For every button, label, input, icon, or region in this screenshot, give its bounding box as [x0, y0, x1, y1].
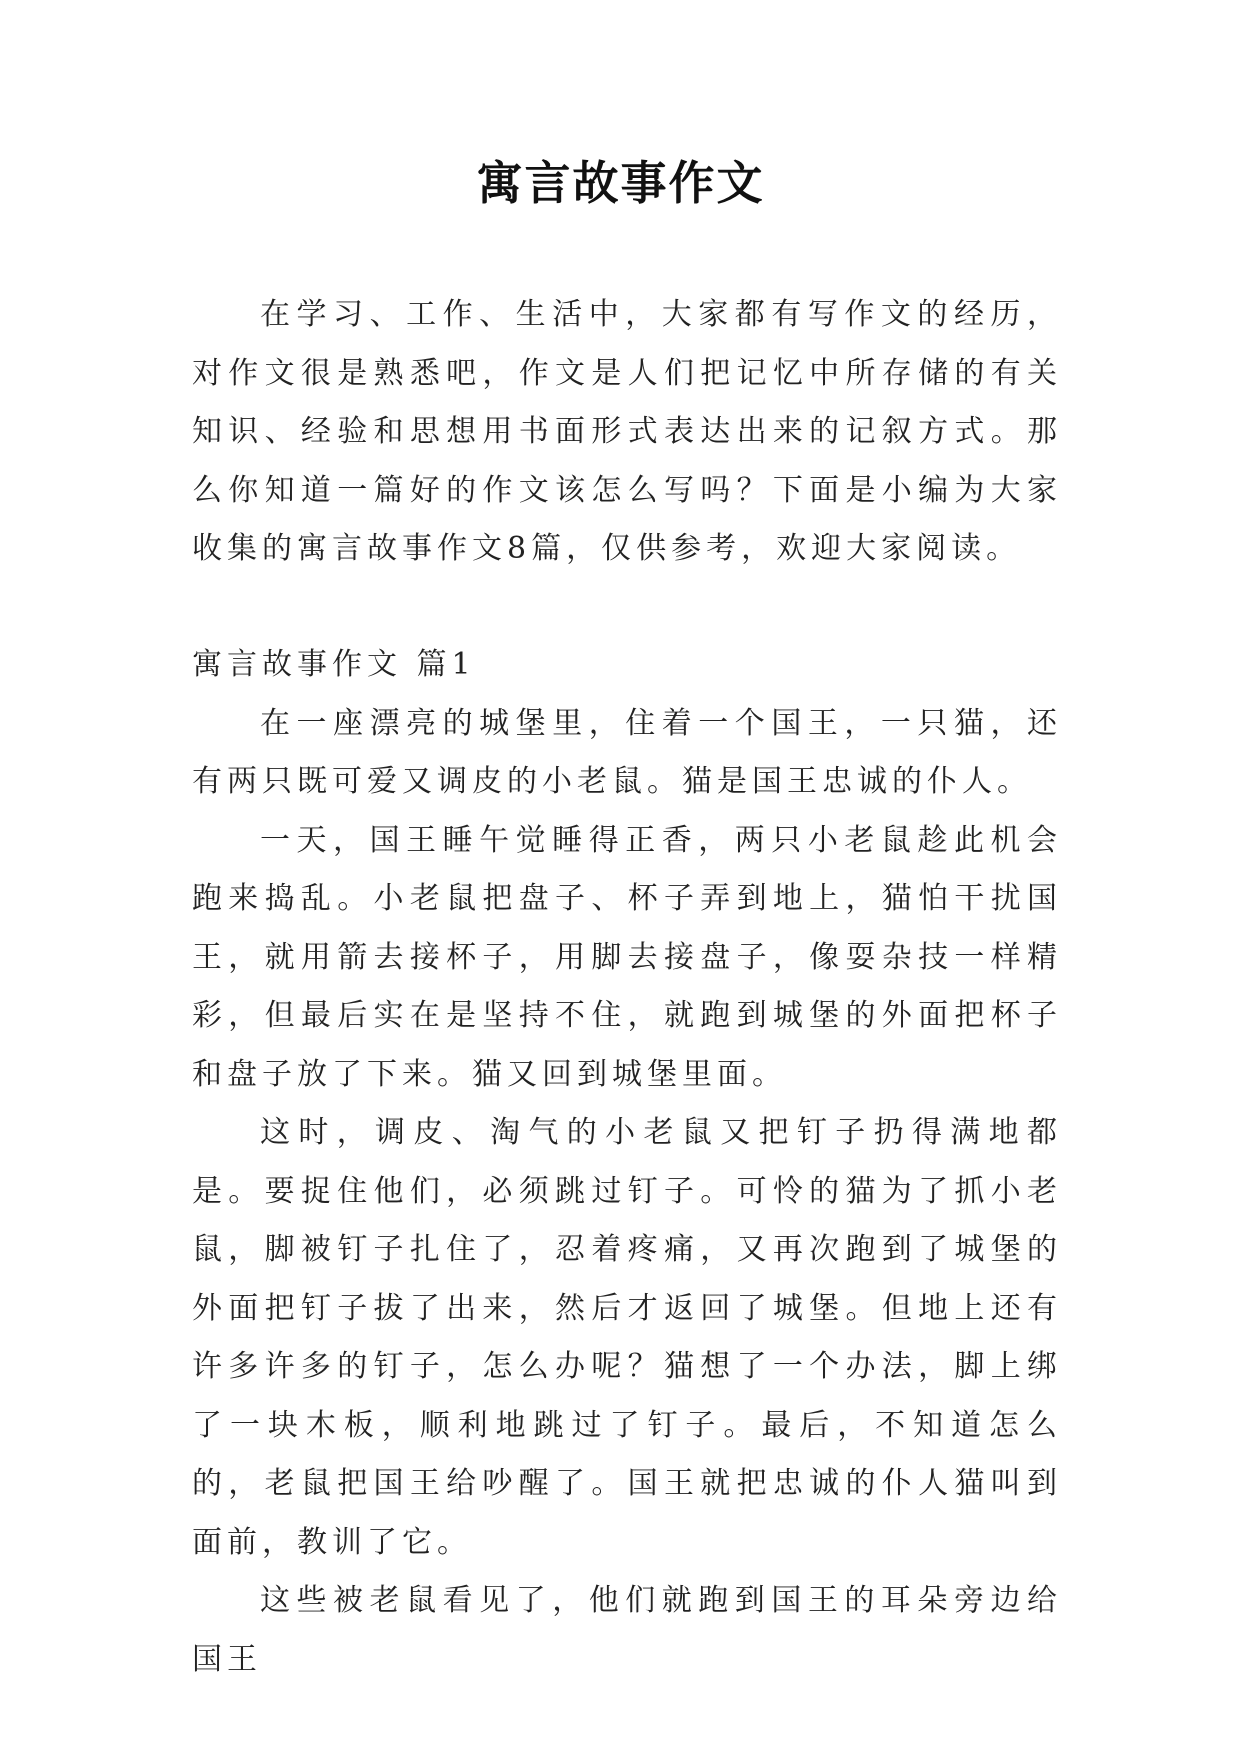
section-1: [192, 636, 1062, 1689]
section-paragraph-4: 这些被老鼠看见了，他们就跑到国王的耳朵旁边给国王: [192, 1583, 1062, 1677]
document-title: 寓言故事作文: [476, 156, 765, 210]
intro-block: [192, 286, 1062, 579]
section-paragraph-3: 这时，调皮、淘气的小老鼠又把钉子扔得满地都是。要捉住他们，必须跳过钉子。可怜的猫为了抓小老鼠，脚被钉子扎住了，忍着疼痛，又再次跑到了城堡的外面把钉子拔了出来，然后才返回了城堡。但地上还有许多许多的钉子，怎么办呢？猫想了一个办法，脚上绑了一块木板，顺利地跳过了钉子。最后，不知道怎么的，老鼠把国王给吵醒了。国王就把忠诚的仆人猫叫到面前，教训了它。: [192, 1115, 1062, 1560]
section-paragraph-2: 一天，国王睡午觉睡得正香，两只小老鼠趁此机会跑来捣乱。小老鼠把盘子、杯子弄到地上，猫怕干扰国王，就用箭去接杯子，用脚去接盘子，像耍杂技一样精彩，但最后实在是坚持不住，就跑到城堡的外面把杯子和盘子放了下来。猫又回到城堡里面。: [192, 822, 1062, 1092]
section-heading: 寓言故事作文 篇1: [192, 647, 476, 682]
intro-paragraph: 在学习、工作、生活中，大家都有写作文的经历，对作文很是熟悉吧，作文是人们把记忆中所存储的有关知识、经验和思想用书面形式表达出来的记叙方式。那么你知道一篇好的作文该怎么写吗？下面是小编为大家收集的寓言故事作文8篇，仅供参考，欢迎大家阅读。: [192, 297, 1062, 566]
section-paragraph-1: 在一座漂亮的城堡里，住着一个国王，一只猫，还有两只既可爱又调皮的小老鼠。猫是国王忠诚的仆人。: [192, 705, 1062, 799]
